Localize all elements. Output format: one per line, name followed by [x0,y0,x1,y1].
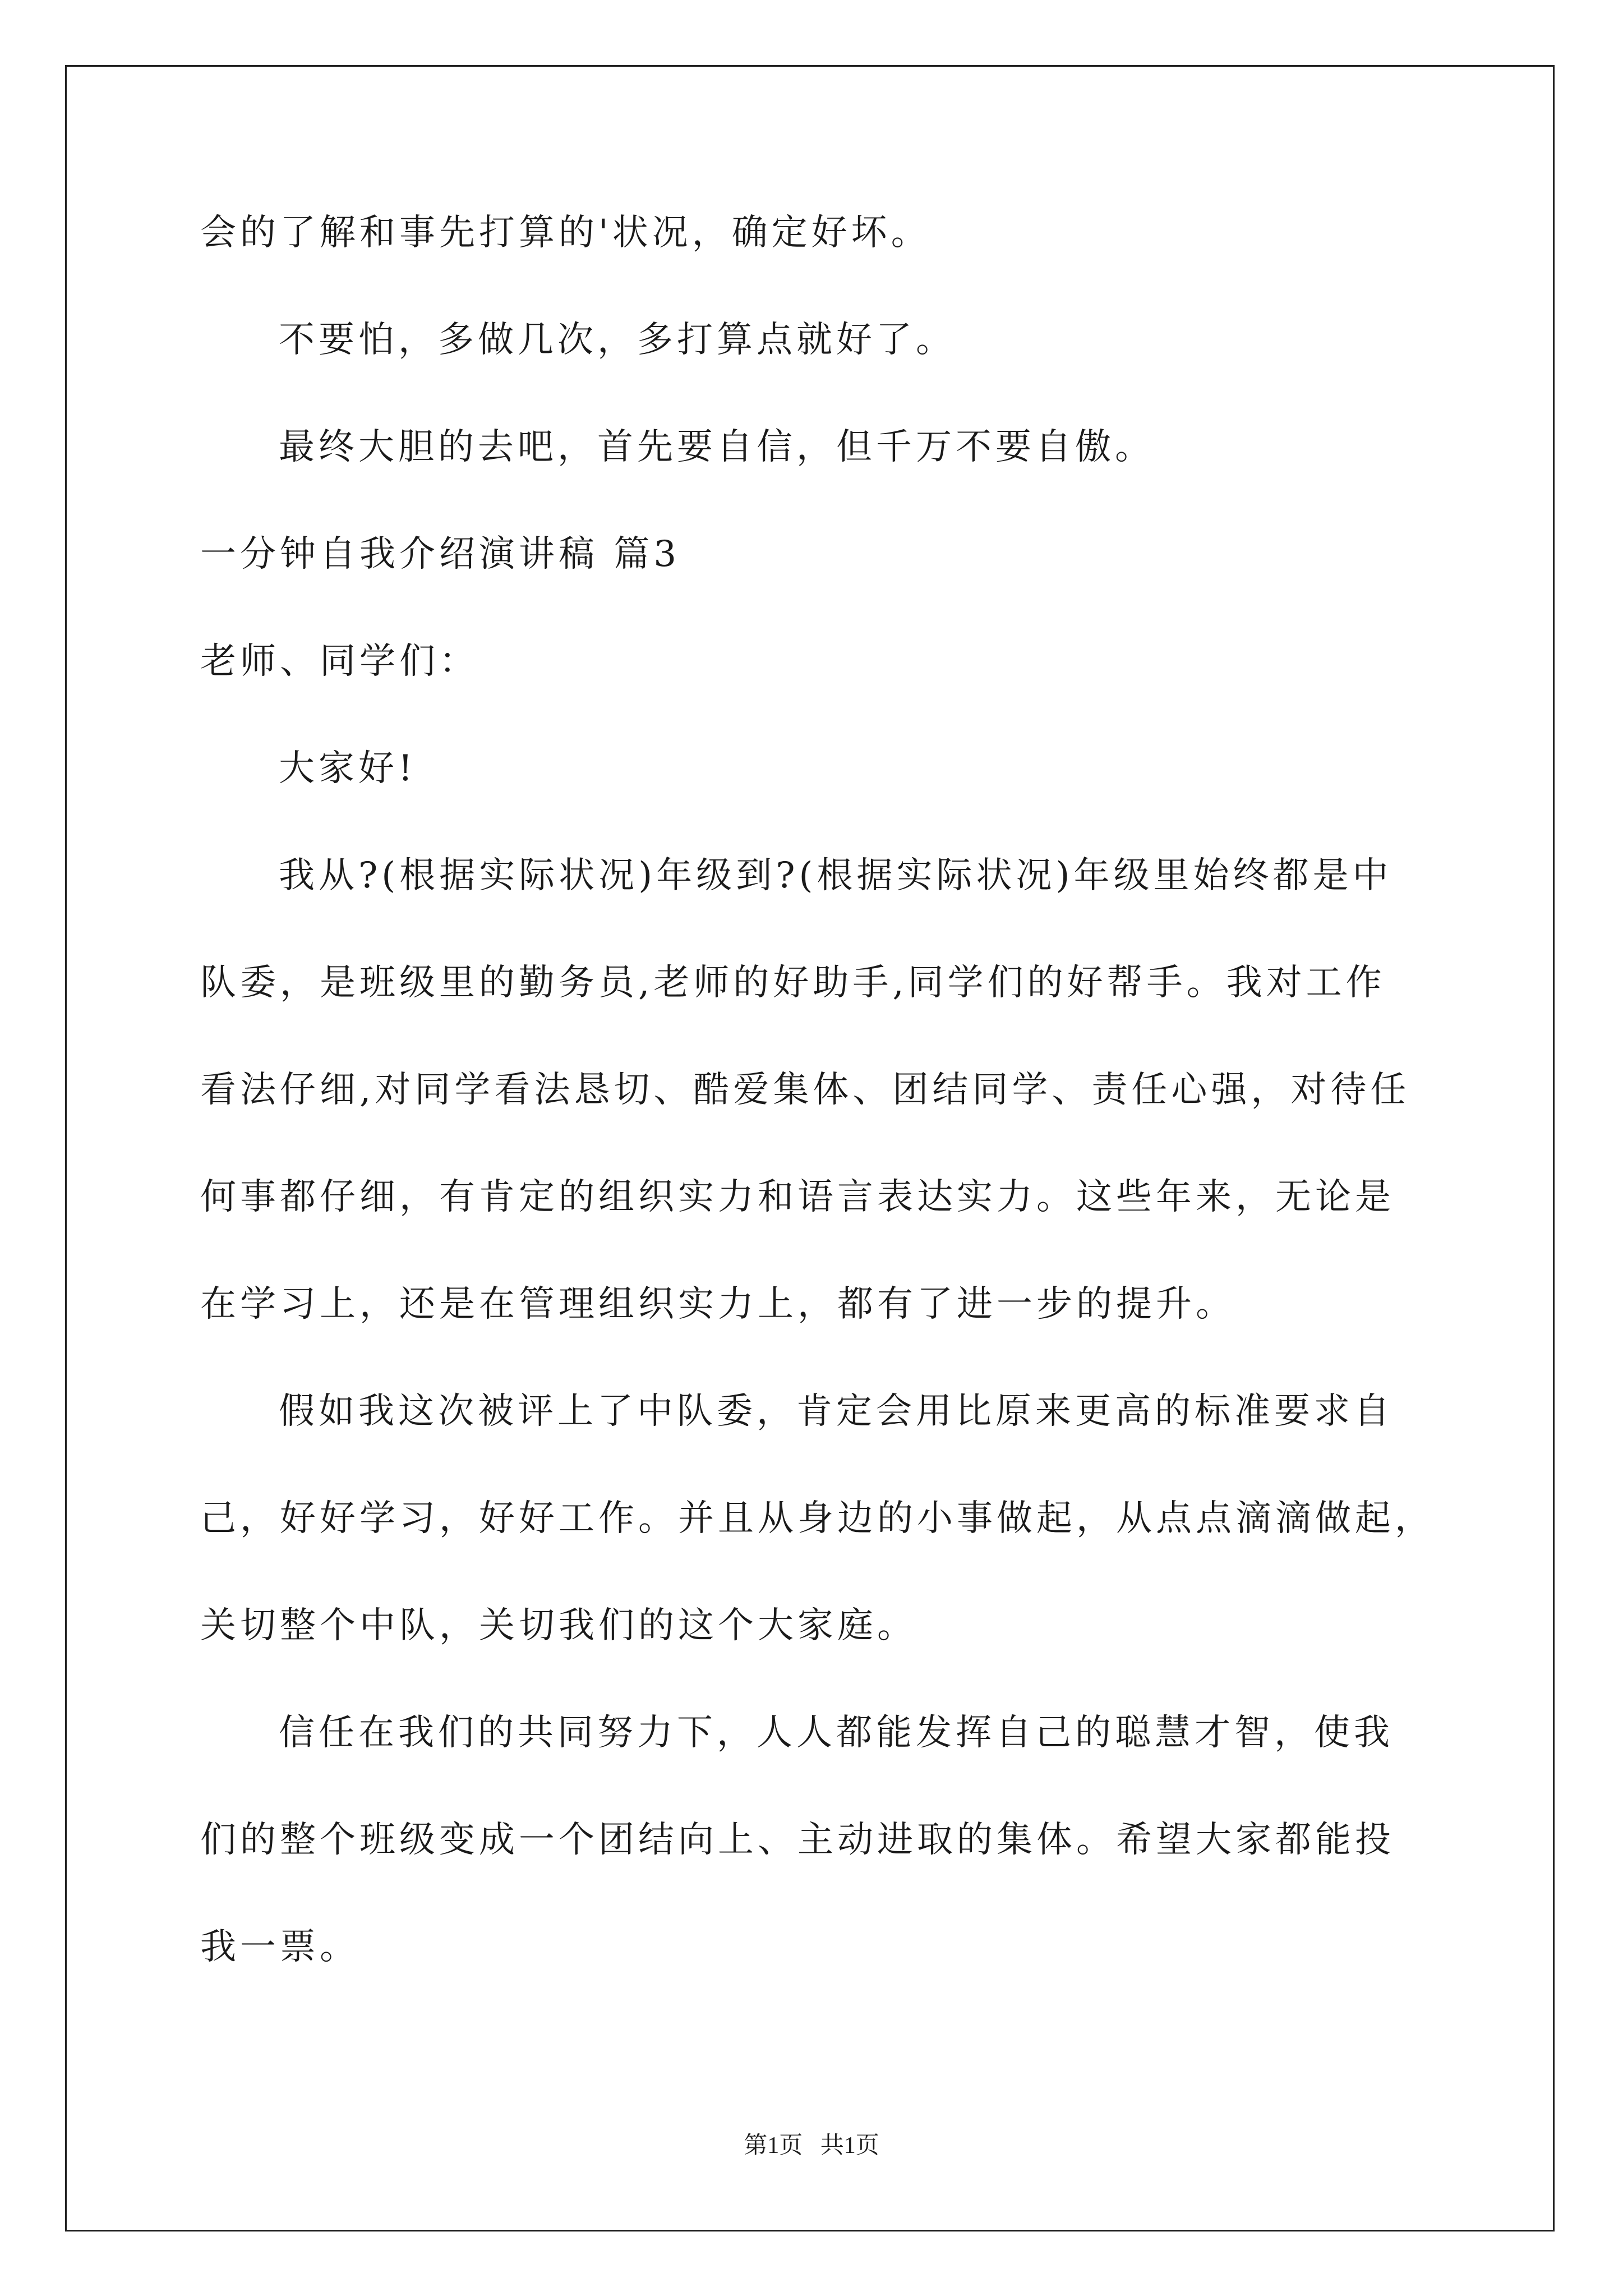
paragraph-line: 何事都仔细，有肯定的组织实力和语言表达实力。这些年来，无论是 [200,1176,1395,1218]
paragraph-line: 队委，是班级里的勤务员,老师的好助手,同学们的好帮手。我对工作 [200,962,1386,1004]
section-heading: 一分钟自我介绍演讲稿 篇3 [200,533,681,575]
page-number: 第1页 [744,2133,803,2159]
paragraph-line: 在学习上，还是在管理组织实力上，都有了进一步的提升。 [200,1283,1235,1325]
paragraph-line: 们的整个班级变成一个团结向上、主动进取的集体。希望大家都能投 [200,1819,1395,1861]
paragraph-line: 会的了解和事先打算的'状况，确定好坏。 [200,212,931,254]
paragraph-line: 己，好好学习，好好工作。并且从身边的小事做起，从点点滴滴做起， [200,1498,1435,1539]
paragraph-line: 信任在我们的共同努力下，人人都能发挥自己的聪慧才智，使我 [279,1712,1394,1754]
greeting: 大家好! [279,748,417,789]
document-body [200,205,1468,2026]
page-footer [0,2129,1623,2162]
paragraph-line: 关切整个中队，关切我们的这个大家庭。 [200,1605,917,1646]
page-total: 共1页 [820,2133,879,2159]
paragraph-line: 我从?(根据实际状况)年级到?(根据实际状况)年级里始终都是中 [279,855,1393,896]
paragraph-line: 假如我这次被评上了中队委，肯定会用比原来更高的标准要求自 [279,1391,1394,1432]
paragraph-line: 不要怕，多做几次，多打算点就好了。 [279,319,956,361]
paragraph-line: 我一票。 [200,1926,359,1968]
paragraph-line: 最终大胆的去吧，首先要自信，但千万不要自傲。 [279,426,1155,468]
paragraph-line: 看法仔细,对同学看法恳切、酷爱集体、团结同学、责任心强，对待任 [200,1069,1410,1111]
salutation: 老师、同学们： [200,641,479,682]
